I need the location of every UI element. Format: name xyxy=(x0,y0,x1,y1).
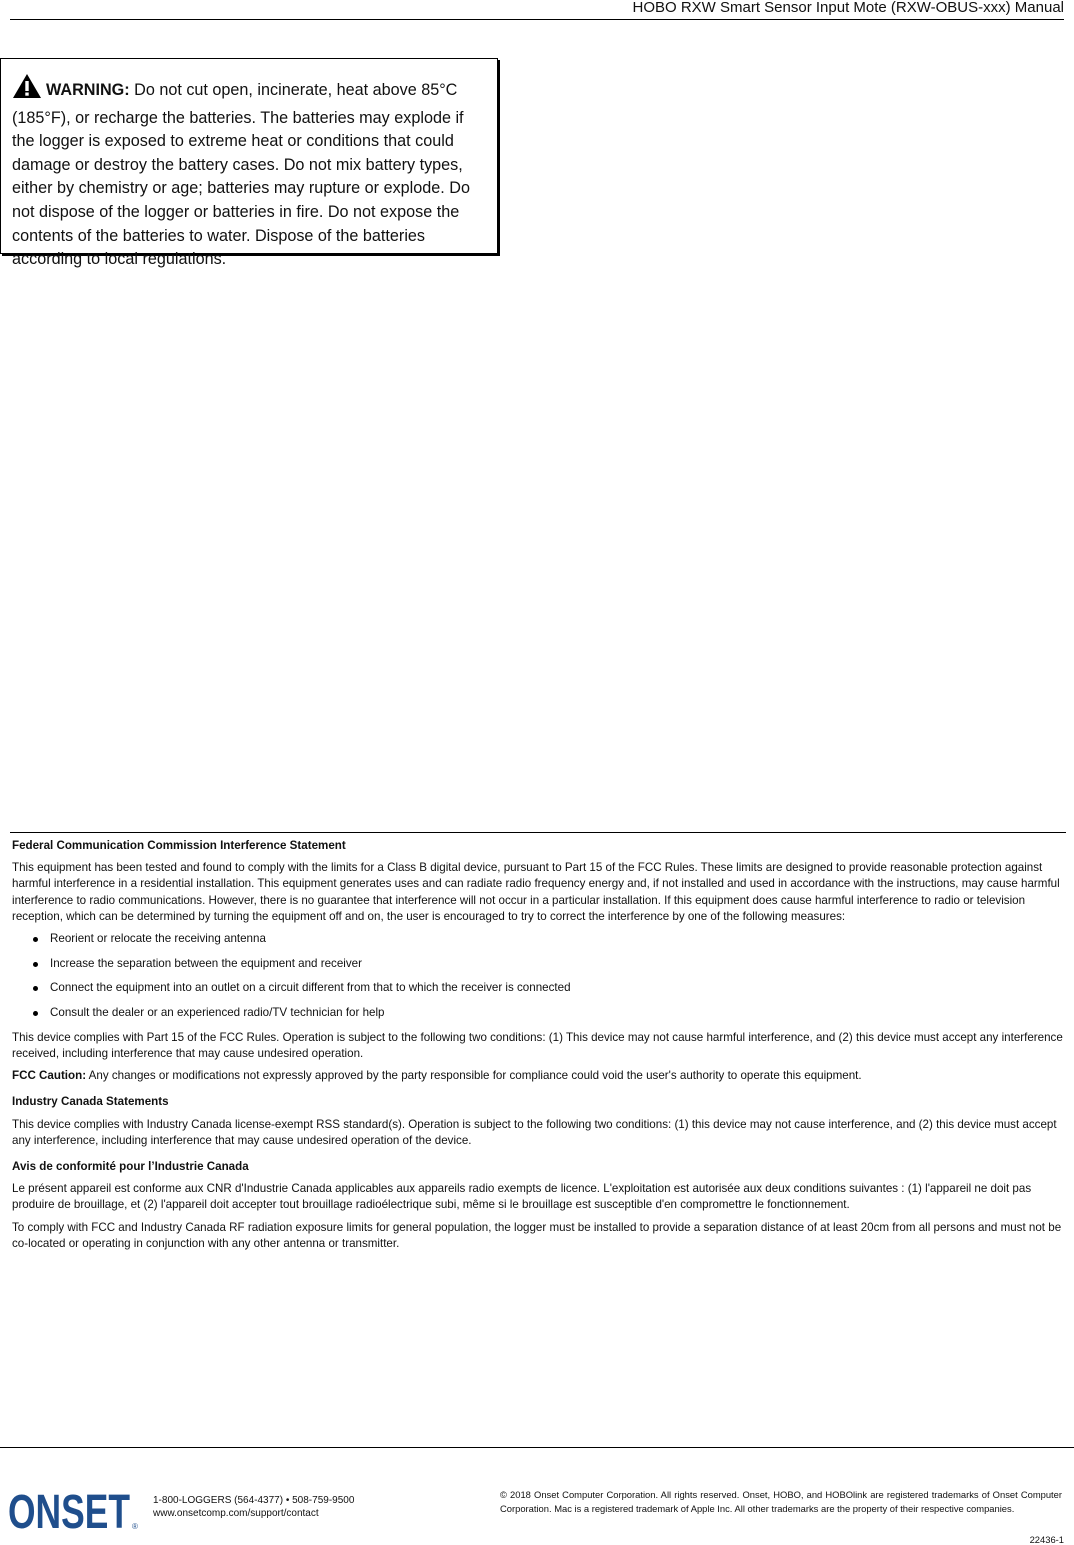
warning-triangle-icon xyxy=(12,73,42,107)
phone-numbers: 1-800-LOGGERS (564-4377) • 508-759-9500 xyxy=(153,1495,355,1506)
battery-warning-box xyxy=(0,58,498,269)
fcc-title: Federal Communication Commission Interference Statement xyxy=(12,839,346,852)
fcc-caution xyxy=(12,1068,1066,1084)
fcc-caution-label: FCC Caution: xyxy=(12,1069,87,1083)
industry-canada-text: This device complies with Industry Canada license-exempt RSS standard(s). Operation is subject to the following two conditions: (1) this device may not cause interference, and (2) this device must accept any interference, including interference that may cause undesired operation of the device. xyxy=(12,1117,1057,1147)
fcc-caution-text: Any changes or modifications not expressly approved by the party responsible for compliance could void the user's authority to operate this equipment. xyxy=(86,1069,862,1083)
list-item: Connect the equipment into an outlet on a circuit different from that to which the receiver is connected xyxy=(50,980,1066,996)
manual-title: HOBO RXW Smart Sensor Input Mote (RXW-OBUS-xxx) Manual xyxy=(632,0,1064,16)
onset-logo xyxy=(8,1488,140,1532)
list-item: Increase the separation between the equipment and receiver xyxy=(50,956,1066,972)
fcc-measures-list xyxy=(10,931,1066,1021)
list-item: Consult the dealer or an experienced radio/TV technician for help xyxy=(50,1005,1066,1021)
fcc-compliance: This device complies with Part 15 of the FCC Rules. Operation is subject to the following two conditions: (1) This device may not cause harmful interference, and (2) this device must accept any interference received, including interference that may cause undesired operation. xyxy=(12,1030,1063,1061)
list-item: Reorient or relocate the receiving antenna xyxy=(50,931,1066,947)
regulatory-section xyxy=(10,832,1066,1258)
logo-registered-mark: ® xyxy=(132,1522,138,1531)
fcc-intro: This equipment has been tested and found to comply with the limits for a Class B digital device, pursuant to Part 15 of the FCC Rules. These limits are designed to provide reasonable protection against harmful interference in a residential installation. This equipment generates uses and can radiate radio frequency energy and, if not installed and used in accordance with the instructions, may cause harmful interference to radio communications. However, there is no guarantee that interference will not occur in a particular installation. If this equipment does cause harmful interference to radio or television reception, which can be determined by turning the equipment off and on, the user is encouraged to try to correct the interference by one of the following measures: xyxy=(12,861,1060,923)
copyright-notice: © 2018 Onset Computer Corporation. All rights reserved. Onset, HOBO, and HOBOlink are registered trademarks of Onset Computer Corporation. Mac is a registered trademark of Apple Inc. All other trademarks are the property of their respective companies. xyxy=(500,1489,1062,1514)
document-number: 22436-1 xyxy=(1029,1534,1064,1545)
page-header xyxy=(10,0,1064,20)
rf-exposure-text: To comply with FCC and Industry Canada RF radiation exposure limits for general population, the logger must be installed to provide a separation distance of at least 20cm from all persons and must not be co-located or operating in conjunction with any other antenna or transmitter. xyxy=(12,1220,1062,1250)
logo-text: ONSET xyxy=(8,1488,130,1532)
avis-text: Le présent appareil est conforme aux CNR d'Industrie Canada applicables aux appareils radio exempts de licence. L'exploitation est autorisée aux deux conditions suivantes : (1) l'appareil ne doit pas produire de brouillage, et (2) l'appareil doit accepter tout brouillage radioélectrique subi, même si le brouillage est susceptible d'en compromettre le fonctionnement. xyxy=(12,1182,1032,1212)
avis-title: Avis de conformité pour l’Industrie Canada xyxy=(12,1160,249,1174)
warning-text: Do not cut open, incinerate, heat above 85°C (185°F), or recharge the batteries. The batteries may explode if the logger is exposed to extreme heat or conditions that could damage or destroy the battery cases. Do not mix battery types, either by chemistry or age; batteries may rupture or explode. Do not dispose of the logger or batteries in fire. Do not expose the contents of the batteries to water. Dispose of the batteries according to local regulations. xyxy=(12,81,470,269)
contact-info xyxy=(153,1494,354,1520)
warning-label: WARNING: xyxy=(46,81,130,99)
support-url[interactable]: www.onsetcomp.com/support/contact xyxy=(153,1508,319,1519)
industry-canada-title: Industry Canada Statements xyxy=(12,1095,169,1109)
page-footer xyxy=(0,1447,1074,1545)
